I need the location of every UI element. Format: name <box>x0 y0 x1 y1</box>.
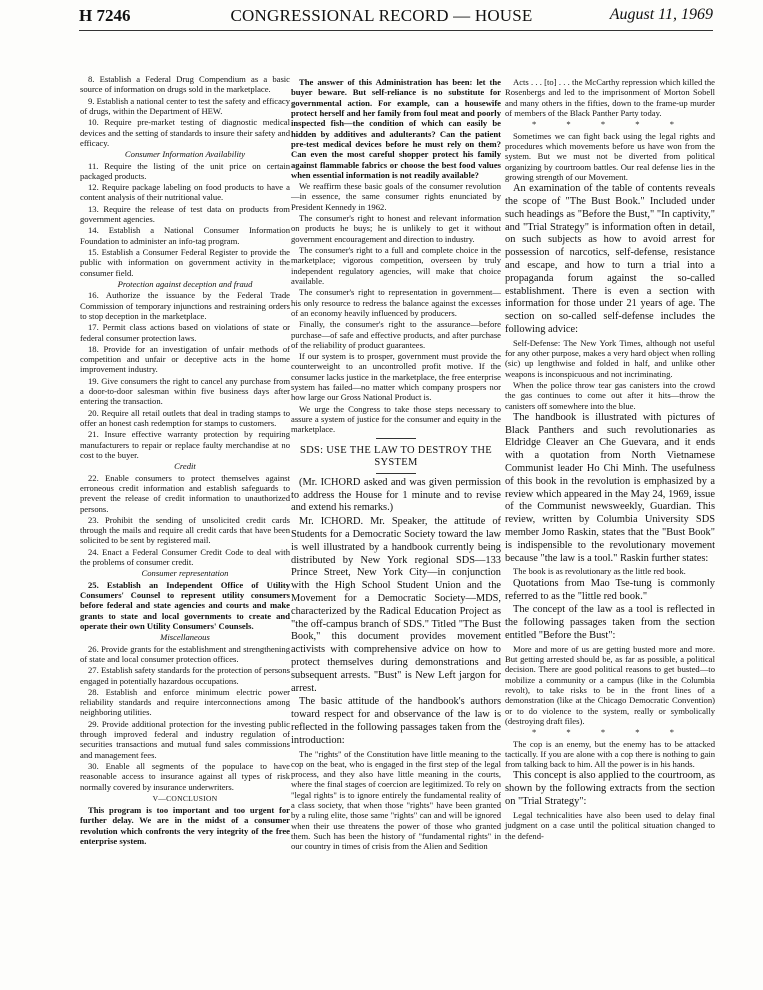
section-heading: V—CONCLUSION <box>152 793 218 803</box>
paragraph: 13. Require the release of test data on products from government agencies. <box>80 203 290 225</box>
quoted-passage: Self-Defense: The New York Times, although not useful for any other purpose, makes a very hard object when rolling (sic) up lengthwise and folded in half, and unlike other weapons is inconspicuous and not incriminating. <box>505 337 715 379</box>
paragraph: 25. Establish an Independent Office of Utility Consumers' Counsel to represent utility consumers before federal and state agencies and courts and make grants to state and local governments to create and operate their own Utility Consumers' Counsels. <box>80 579 290 631</box>
paragraph: 14. Establish a National Consumer Information Foundation to administer an info-tag program. <box>80 225 290 246</box>
paragraph: 16. Authorize the issuance by the Federal Trade Commission of temporary injunctions and restraining orders to stop deception in the marketplace. <box>80 290 290 321</box>
paragraph: Finally, the consumer's right to the assurance—before purchase—of safe and effective products, and after purchase of the reliability of product guarantees. <box>291 319 501 350</box>
paragraph: The consumer's right to representation in government—his only resource to redress the balance against the excesses of an economy heavily influenced by producers. <box>291 287 501 318</box>
section-title: SDS: USE THE LAW TO DESTROY THE SYSTEM <box>299 444 493 469</box>
paragraph: We reaffirm these basic goals of the consumer revolution—in essence, the same consumer rights enunciated by President Kennedy in 1962. <box>291 181 501 212</box>
paragraph: Quotations from Mao Tse-tung is commonly referred to as the "little red book." <box>505 577 715 602</box>
paragraph: 8. Establish a Federal Drug Compendium as a basic source of information on drugs sold in the marketplace. <box>80 74 290 95</box>
paragraph: The handbook is illustrated with pictures of Black Panthers and such revolutionaries as Eldridge Cleaver an Che Guevara, and it ends with a quotation from North Vietnamese Communist leader Ho Chi Minh. The usefulness of this book in the revolution is emphasized by a review which appeared in the May 24, 1969, issue of the Communist newsweekly, Guardian. This review, written by Columbia University SDS member Jomo Raskin, states that the "Bust Book" is indispensible to the revolutionary movement because "the law is a tool." Raskin further states: <box>505 411 715 564</box>
paragraph: The concept of the law as a tool is reflected in the following passages taken from the section entitled "Before the Bust": <box>505 604 715 641</box>
quoted-passage: Legal technicalities have also been used to delay final judgment on a case until the political situation changed to the defend- <box>505 809 715 841</box>
paragraph: An examination of the table of contents reveals the scope of "The Bust Book." Included under such headings as "Before the Bust," "In captivity," and "Trial Strategy" is information often in detail, on such subjects as how to avoid arrest for possession of narcotics, self-defense, resistance and escape, and how to turn a trial into a propaganda forum against the so-called establishment. There is even a section with information for those under 21 years of age. The section on so-called self-defense includes the following advice: <box>505 183 715 335</box>
paragraph: The consumer's right to honest and relevant information on products he buys; he is unlikely to get it without government encouragement and direction to industry. <box>291 213 501 244</box>
ellipsis-stars: * * * * * <box>531 119 689 130</box>
header-rule <box>79 30 713 31</box>
paragraph: 28. Establish and enforce minimum electric power reliability standards and require interconnections among neighboring utilities. <box>80 686 290 718</box>
quoted-passage: Acts . . . [to] . . . the McCarthy repression which killed the Rosenbergs and led to the imprisonment of Morton Sobell and many others in the fifties, down to the frame-up murder of members of the Black Panther Party today. <box>505 77 715 118</box>
subheading: Consumer representation <box>141 568 229 579</box>
paragraph: 29. Provide additional protection for the investing public through improved federal and industry regulation of securities transactions and mutual fund sales commissions and management fees. <box>80 718 290 760</box>
paragraph: 22. Enable consumers to protect themselves against erroneous credit information and establish safeguards to prevent the release of credit information to unauthorized persons. <box>80 472 290 514</box>
paragraph: 9. Establish a national center to test the safety and efficacy of drugs, within the Department of HEW. <box>80 95 290 116</box>
quoted-passage: More and more of us are getting busted more and more. But getting arrested should be, as far as possible, a political decision. There are good political reasons to get busted—to mobilize a community or a campus (like in the Columbia revolt), to take risks to be in the front lines of a demonstration (like at the Chicago Democratic Convention) or to do violence to the system, really or symbolically (destroying draft files). <box>505 643 715 726</box>
column-1 <box>80 74 290 847</box>
column-2 <box>291 77 501 853</box>
section-divider <box>376 473 416 474</box>
subheading: Protection against deception and fraud <box>117 278 253 289</box>
paragraph: 23. Prohibit the sending of unsolicited credit cards through the mails and require all credit cards that have been solicited to be sent by registered mail. <box>80 514 290 546</box>
paragraph: The answer of this Administration has been: let the buyer beware. But self-reliance is no substitute for governmental action. For example, can a housewife protect herself and her family from foul meat and poorly inspected fish—the condition of which can easily be hidden by additives and adulterants? Can the patient pre-test medical devices before he must rely on them? Can even the most careful shopper protect his family against flammable fabrics or choose the best food values when essential information is not readily available? <box>291 77 501 180</box>
paragraph: 27. Establish safety standards for the protection of persons engaged in potentially hazardous occupations. <box>80 665 290 686</box>
subheading: Consumer Information Availability <box>124 149 246 160</box>
paragraph: The consumer's right to a full and complete choice in the marketplace; vigorous competition, overseen by truly independent regulatory agencies, will make that choice available. <box>291 245 501 286</box>
paragraph: 11. Require the listing of the unit price on certain packaged products. <box>80 160 290 181</box>
paragraph: 20. Require all retail outlets that deal in trading stamps to offer an honest cash redemption for stamps to customers. <box>80 407 290 428</box>
paragraph: (Mr. ICHORD asked and was given permission to address the House for 1 minute and to revise and extend his remarks.) <box>291 476 501 514</box>
page-number: H 7246 <box>79 6 131 25</box>
paragraph: 17. Permit class actions based on violations of state or federal consumer protection laws. <box>80 322 290 343</box>
paragraph: 24. Enact a Federal Consumer Credit Code to deal with the problems of consumer credit. <box>80 546 290 568</box>
section-divider <box>376 438 416 439</box>
issue-date: August 11, 1969 <box>609 6 713 23</box>
column-3 <box>505 77 715 842</box>
quoted-passage: The book is as revolutionary as the little red book. <box>513 566 686 577</box>
subheading: Credit <box>174 461 196 472</box>
page-header <box>0 0 763 34</box>
paragraph: 26. Provide grants for the establishment and strengthening of state and local consumer protection offices. <box>80 643 290 664</box>
quoted-passage: When the police throw tear gas canisters into the crowd the gas continues to come out after it hits—throw the canisters off somewhere into the blue. <box>505 379 715 411</box>
paragraph: 30. Enable all segments of the populace to have reasonable access to insurance against all types of risk normally covered by insurance underwriters. <box>80 761 290 792</box>
quoted-passage: The "rights" of the Constitution have little meaning to the cop on the beat, who is engaged in the first step of the legal process, and they also have little meaning in the courts, where the final stages of coercion are legitimized. To rely on "legal rights" is to ignore entirely the fundamental reality of a class society, that when those "rights" have been granted by a ruling elite, those same "rights" can and will be ignored when their use threatens the power of those who granted them. Such has been the history of "fundamental rights" in our country in times of crisis from the Alien and Sedition <box>291 748 501 852</box>
paragraph: 15. Establish a Consumer Federal Register to provide the public with information on government activity in the consumer field. <box>80 247 290 278</box>
subheading: Miscellaneous <box>160 632 210 643</box>
ellipsis-stars: * * * * * <box>531 727 689 738</box>
publication-title: CONGRESSIONAL RECORD — HOUSE <box>230 6 533 25</box>
paragraph: This concept is also applied to the courtroom, as shown by the following extracts from the section on "Trial Strategy": <box>505 770 715 808</box>
paragraph: 19. Give consumers the right to cancel any purchase from a door-to-door salesman within five business days after entering the transaction. <box>80 375 290 407</box>
paragraph: Mr. ICHORD. Mr. Speaker, the attitude of Students for a Democratic Society toward the law is well illustrated by a handbook currently being distributed by New York regional SDS—133 Prince Street, New York City—in conjunction with the High School Student Union and the Movement for a Democratic Society—MDS, characterized by the Radical Education Project as "the off-campus branch of SDS." Titled "The Bust Book," this document provides movement activists with comprehensive advice on how to protect themselves during demonstrations and subsequent arrests. "Bust" is New Left jargon for arrest. <box>291 516 501 694</box>
paragraph: If our system is to prosper, government must provide the counterweight to an uncontrolled profit motive. If the consumer lacks justice in the marketplace, the free enterprise system has failed—no matter which company prospers nor how large our Gross National Product is. <box>291 351 501 403</box>
quoted-passage: The cop is an enemy, but the enemy has to be attacked tactically. If you are alone with a cop there is nothing to gain from talking back to him. All the power is in his hands. <box>505 738 715 770</box>
paragraph: 21. Insure effective warranty protection by requiring manufacturers to repair or replace faulty merchandise at no cost to the buyer. <box>80 429 290 460</box>
paragraph: This program is too important and too urgent for further delay. We are in the midst of a consumer revolution which confronts the very integrity of the free enterprise system. <box>80 804 290 846</box>
quoted-passage: Sometimes we can fight back using the legal rights and procedures which movements before us have won from the system. But we must not be diverted from political organizing by courtroom battles. Our real defense lies in the growing strength of our Movement. <box>505 130 715 182</box>
paragraph: The basic attitude of the handbook's authors toward respect for and observance of the law is reflected in the following passages taken from the introduction: <box>291 696 501 746</box>
paragraph: 10. Require pre-market testing of diagnostic medical devices and the setting of standards to insure their safety and efficacy. <box>80 117 290 148</box>
paragraph: 18. Provide for an investigation of unfair methods of competition and unfair or deceptive acts in the home improvement industry. <box>80 343 290 375</box>
paragraph: We urge the Congress to take those steps necessary to assure a system of justice for the consumer and equity in the marketplace. <box>291 403 501 435</box>
paragraph: 12. Require package labeling on food products to have a content analysis of their nutritional value. <box>80 182 290 203</box>
